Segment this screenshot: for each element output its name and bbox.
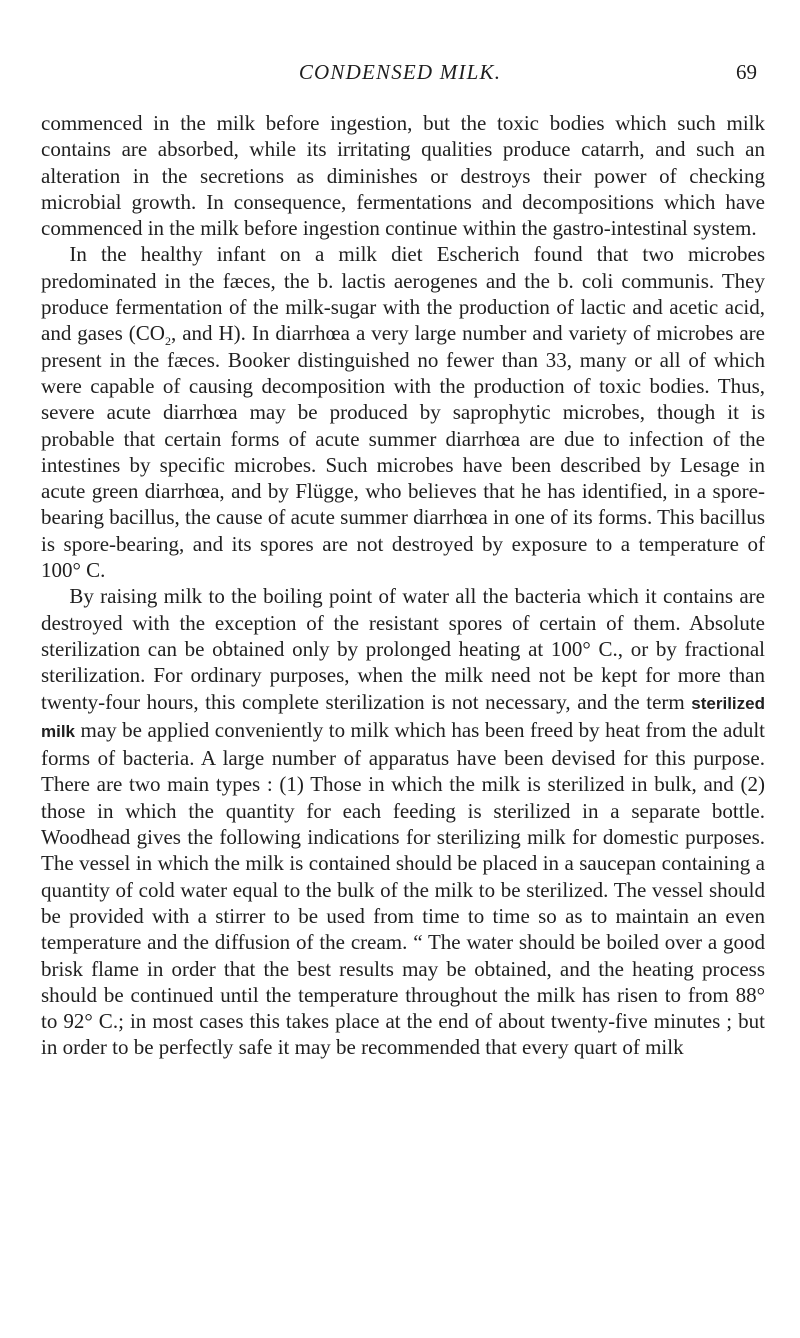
running-title: CONDENSED MILK. bbox=[298, 60, 502, 84]
paragraph-infant-microbes bbox=[41, 241, 765, 583]
page-number: 69 bbox=[736, 60, 757, 84]
paragraph-text: By raising milk to the boiling point of water all the bacteria which it contains are destroyed with the exception of the resistant spores of certain of them. Absolute sterilization can be obtained only by prolonged heating at 100° C., or by fractional sterilization. For ordinary purposes, when the milk need not be kept for more than twenty-four hours, this complete sterilization is not necessary, and the term bbox=[41, 584, 765, 714]
running-head bbox=[0, 60, 800, 90]
bold-term: sterilized milk bbox=[41, 693, 765, 741]
paragraph-text: In the healthy infant on a milk diet Escherich found that two microbes predominated in the fæces, the b. lactis aerogenes and the b. coli communis. They produce fermentation of the milk-sugar with the production of lactic and acetic acid, and gases (CO bbox=[41, 242, 765, 346]
paragraph-sterilization bbox=[41, 583, 765, 1060]
subscript-2: 2 bbox=[164, 334, 171, 349]
paragraph-continued: commenced in the milk before ingestion, but the toxic bodies which such milk contains are absorbed, while its irritating qualities produce catarrh, and such an alteration in the secretions as diminishes or destroys their power of checking microbial growth. In consequence, fermentations and decompositions which have commenced in the milk before ingestion continue within the gastro-intestinal system. bbox=[41, 111, 765, 241]
paragraph-text: may be applied conveniently to milk which has been freed by heat from the adult forms of bacteria. A large number of apparatus have been devised for this purpose. There are two main types : (1) Those in which the milk is sterilized in bulk, and (2) those in which the quantity for each feeding is sterilized in a separate bottle. Woodhead gives the following indications for sterilizing milk for domestic purposes. The vessel in which the milk is contained should be placed in a saucepan containing a quantity of cold water equal to the bulk of the milk to be sterilized. The vessel should be provided with a stirrer to be used from time to time so as to maintain an even temperature and the diffusion of the cream. “ The water should be boiled over a good brisk flame in order that the best results may be obtained, and the heating process should be continued until the temperature throughout the milk has risen to from 88° to 92° C.; in most cases this takes place at the end of about twenty-five minutes ; but in order to be perfectly safe it may be recommended that every quart of milk bbox=[41, 717, 765, 1060]
paragraph-text: , and H). In diarrhœa a very large number and variety of microbes are present in the fæces. Booker distinguished no fewer than 33, many or all of which were capable of causing decomposition with the production of toxic bodies. Thus, severe acute diarrhœa may be produced by saprophytic microbes, though it is probable that certain forms of acute summer diarrhœa are due to infection of the intestines by specific microbes. Such microbes have been described by Lesage in acute green diarrhœa, and by Flügge, who believes that he has identified, in a spore-bearing bacillus, the cause of acute summer diarrhœa in one of its forms. This bacillus is spore-bearing, and its spores are not destroyed by exposure to a temperature of 100° C. bbox=[41, 321, 765, 583]
body-text bbox=[41, 110, 765, 1061]
